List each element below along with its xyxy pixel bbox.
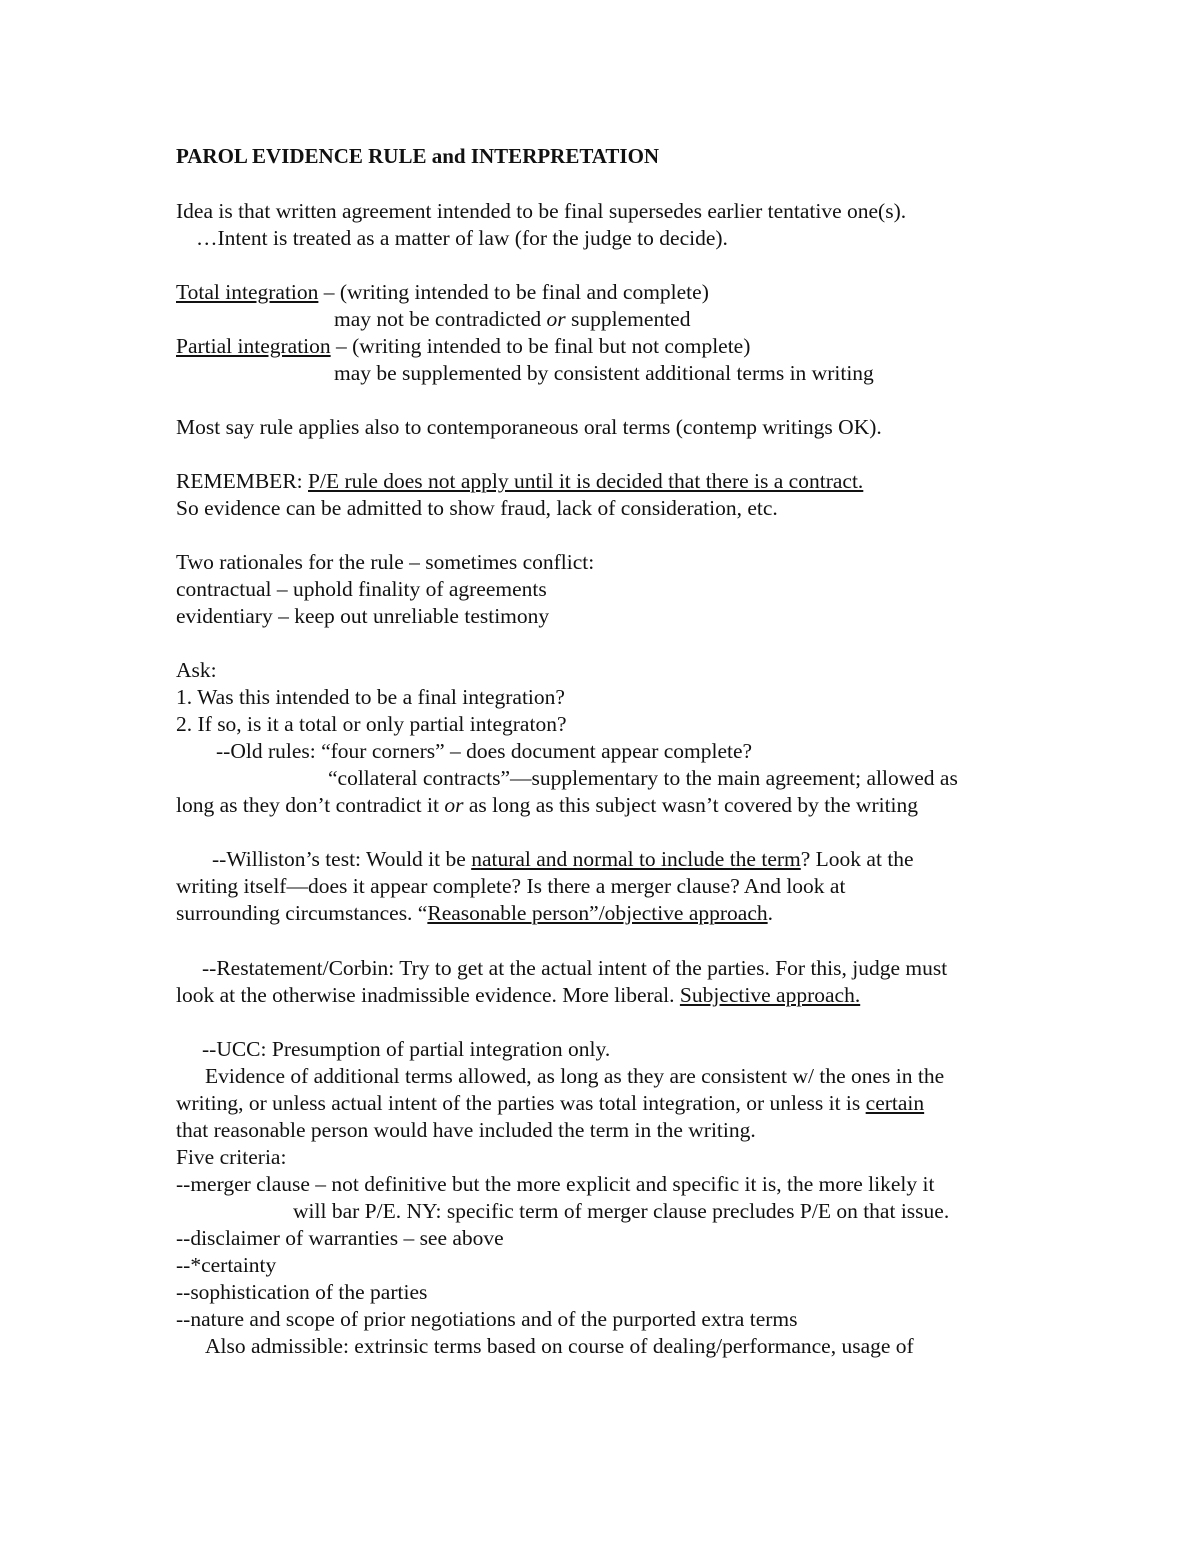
restatement-underlined: Subjective approach.: [679, 983, 861, 1007]
restatement-line-2: [176, 982, 860, 1009]
remember-line-2: So evidence can be admitted to show fraud, lack of consideration, etc.: [176, 496, 778, 520]
criterion-merger-clause-cont: will bar P/E. NY: specific term of merger clause precludes P/E on that issue.: [293, 1199, 950, 1223]
ucc-l3-text: writing, or unless actual intent of the parties was total integration, or unless it is: [176, 1091, 866, 1115]
partial-integration-desc: – (writing intended to be final but not complete): [330, 334, 751, 358]
remember-line: [176, 468, 863, 495]
rationale-contractual: contractual – uphold finality of agreements: [176, 577, 547, 601]
ucc-l3-underlined: certain: [865, 1091, 925, 1115]
total-effect-text-a: may not be contradicted: [334, 307, 547, 331]
criterion-negotiations: --nature and scope of prior negotiations and of the purported extra terms: [176, 1307, 798, 1331]
collateral-text-a: long as they don’t contradict it: [176, 793, 445, 817]
williston-line-1: [212, 846, 914, 873]
williston-l3-text-a: surrounding circumstances. “: [176, 901, 428, 925]
remember-label: REMEMBER:: [176, 469, 309, 493]
total-integration-line: [176, 279, 709, 306]
criterion-certainty: --*certainty: [176, 1253, 277, 1277]
restatement-line-1: --Restatement/Corbin: Try to get at the actual intent of the parties. For this, judge must: [202, 956, 948, 980]
ucc-line-4: that reasonable person would have included the term in the writing.: [176, 1118, 756, 1142]
williston-text-a: --Williston’s test: Would it be: [212, 847, 472, 871]
williston-text-b: ? Look at the: [800, 847, 914, 871]
rationale-evidentiary: evidentiary – keep out unreliable testimony: [176, 604, 550, 628]
ucc-line-2: Evidence of additional terms allowed, as long as they are consistent w/ the ones in the: [205, 1064, 945, 1088]
criterion-disclaimer: --disclaimer of warranties – see above: [176, 1226, 504, 1250]
criterion-merger-clause: --merger clause – not definitive but the more explicit and specific it is, the more likely it: [176, 1172, 935, 1196]
total-integration-term: Total integration: [176, 280, 319, 304]
criterion-sophistication: --sophistication of the parties: [176, 1280, 428, 1304]
intro-line-1: Idea is that written agreement intended to be final supersedes earlier tentative one(s).: [176, 199, 907, 223]
collateral-text-b: as long as this subject wasn’t covered by the writing: [463, 793, 919, 817]
williston-l3-underlined: Reasonable person”/objective approach: [427, 901, 768, 925]
intro-line-2: …Intent is treated as a matter of law (for the judge to decide).: [196, 226, 728, 250]
ucc-line-3: [176, 1090, 924, 1117]
criteria-heading: Five criteria:: [176, 1145, 287, 1169]
williston-line-2: writing itself—does it appear complete? Is there a merger clause? And look at: [176, 874, 846, 898]
remember-underlined: P/E rule does not apply until it is decided that there is a contract.: [308, 469, 864, 493]
old-rules-line: --Old rules: “four corners” – does document appear complete?: [216, 739, 753, 763]
williston-l3-text-b: .: [767, 901, 774, 925]
restatement-text-a: look at the otherwise inadmissible evidence. More liberal.: [176, 983, 680, 1007]
rationales-heading: Two rationales for the rule – sometimes conflict:: [176, 550, 595, 574]
total-integration-desc: – (writing intended to be final and complete): [318, 280, 709, 304]
ask-question-2: 2. If so, is it a total or only partial integraton?: [176, 712, 567, 736]
ask-question-1: 1. Was this intended to be a final integration?: [176, 685, 565, 709]
partial-integration-term: Partial integration: [176, 334, 331, 358]
also-admissible-line: Also admissible: extrinsic terms based on course of dealing/performance, usage of: [205, 1334, 914, 1358]
williston-underlined: natural and normal to include the term: [471, 847, 801, 871]
total-integration-effect: [334, 306, 690, 333]
total-effect-text-b: supplemented: [565, 307, 691, 331]
collateral-contracts-line: “collateral contracts”—supplementary to the main agreement; allowed as: [328, 766, 958, 790]
partial-integration-effect: may be supplemented by consistent additional terms in writing: [334, 361, 874, 385]
document-title: PAROL EVIDENCE RULE and INTERPRETATION: [176, 144, 660, 168]
partial-integration-line: [176, 333, 750, 360]
ask-heading: Ask:: [176, 658, 217, 682]
total-effect-or: or: [546, 307, 566, 331]
ucc-line-1: --UCC: Presumption of partial integration only.: [202, 1037, 611, 1061]
williston-line-3: [176, 900, 773, 927]
collateral-or: or: [444, 793, 464, 817]
most-say-line: Most say rule applies also to contemporaneous oral terms (contemp writings OK).: [176, 415, 882, 439]
collateral-contracts-line-2: [176, 792, 918, 819]
